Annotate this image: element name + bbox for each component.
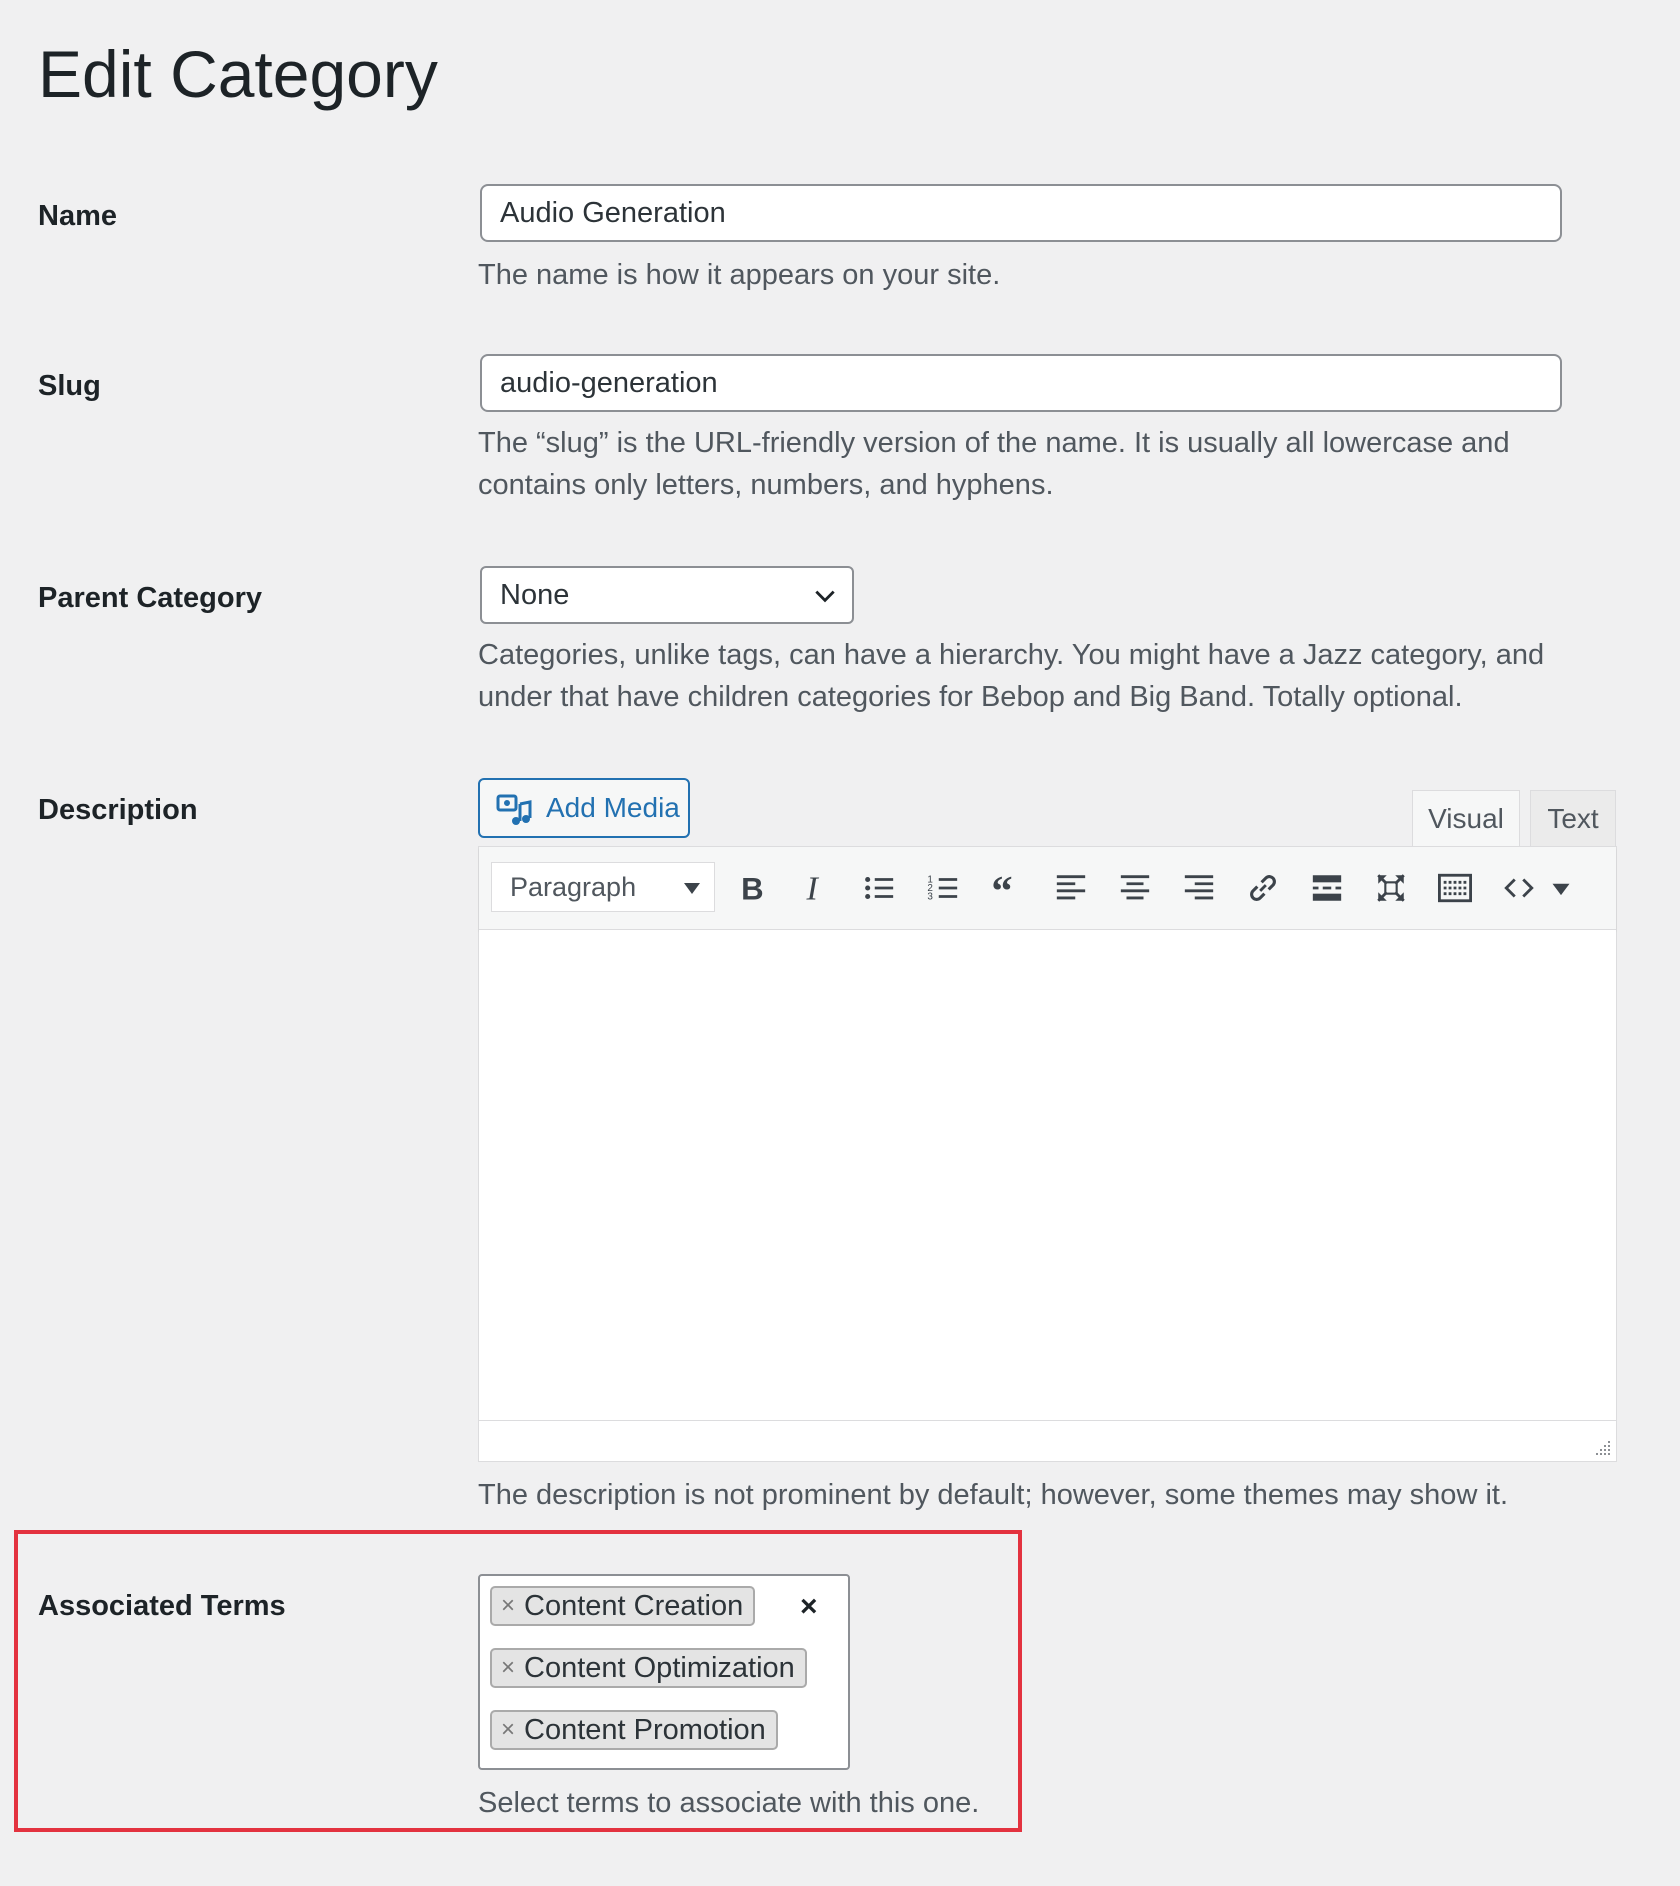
blockquote-button[interactable]	[985, 866, 1029, 910]
clear-all-icon[interactable]: ×	[800, 1590, 818, 1623]
term-chip[interactable]	[490, 1586, 755, 1626]
link-button[interactable]	[1241, 866, 1285, 910]
add-media-label: Add Media	[546, 792, 680, 823]
editor-toolbar	[479, 847, 1616, 930]
term-chip-label: Content Optimization	[524, 1652, 795, 1684]
term-chip[interactable]	[490, 1710, 778, 1750]
link-icon	[1246, 871, 1280, 905]
name-input[interactable]	[480, 184, 1562, 242]
numbered-list-icon	[926, 871, 960, 905]
toolbar-toggle-icon	[1438, 871, 1472, 905]
media-icon	[496, 794, 532, 826]
fullscreen-button[interactable]	[1369, 866, 1413, 910]
resize-handle-icon[interactable]	[1592, 1437, 1612, 1457]
description-help: The description is not prominent by default; however, some themes may show it.	[478, 1479, 1508, 1511]
italic-icon	[798, 871, 832, 905]
associated-terms-select[interactable]	[478, 1574, 850, 1770]
term-chip-label: Content Promotion	[524, 1714, 766, 1746]
parent-category-label: Parent Category	[38, 582, 263, 614]
numbered-list-button[interactable]	[921, 866, 965, 910]
parent-category-value: None	[500, 579, 570, 611]
bold-icon	[734, 871, 768, 905]
remove-term-icon[interactable]: ×	[501, 1716, 516, 1743]
italic-button[interactable]	[793, 866, 837, 910]
tab-visual[interactable]: Visual	[1412, 790, 1520, 850]
description-editor	[478, 846, 1617, 1462]
chevron-down-icon	[812, 583, 838, 609]
parent-category-select[interactable]	[480, 566, 854, 624]
bold-button[interactable]	[729, 866, 773, 910]
remove-term-icon[interactable]: ×	[501, 1592, 516, 1619]
tab-text[interactable]: Text	[1530, 790, 1616, 848]
format-select[interactable]	[491, 862, 715, 912]
svg-text:3: 3	[927, 891, 933, 903]
slug-help-line: contains only letters, numbers, and hyphens.	[478, 469, 1054, 501]
code-icon	[1502, 871, 1536, 905]
svg-text:B: B	[741, 871, 764, 905]
read-more-button[interactable]	[1305, 866, 1349, 910]
slug-help-line: The “slug” is the URL-friendly version of the name. It is usually all lowercase and	[478, 427, 1510, 459]
slug-label: Slug	[38, 370, 101, 402]
page-title: Edit Category	[38, 37, 438, 111]
format-select-value: Paragraph	[510, 872, 637, 902]
slug-help	[478, 422, 1510, 506]
align-right-icon	[1182, 871, 1216, 905]
add-media-button[interactable]	[478, 778, 690, 838]
code-button[interactable]	[1497, 866, 1541, 910]
align-right-button[interactable]	[1177, 866, 1221, 910]
name-label: Name	[38, 200, 117, 232]
read-more-icon	[1310, 871, 1344, 905]
align-center-icon	[1118, 871, 1152, 905]
svg-text:2: 2	[927, 882, 933, 894]
associated-terms-label: Associated Terms	[38, 1590, 286, 1622]
bullet-list-icon	[862, 871, 896, 905]
svg-text:“: “	[991, 871, 1013, 905]
term-chip[interactable]	[490, 1648, 807, 1688]
remove-term-icon[interactable]: ×	[501, 1654, 516, 1681]
term-chip-label: Content Creation	[524, 1590, 744, 1622]
name-help: The name is how it appears on your site.	[478, 259, 1001, 291]
more-dropdown-button[interactable]	[1539, 866, 1583, 910]
svg-text:1: 1	[927, 874, 933, 886]
parent-help-line: under that have children categories for Bebop and Big Band. Totally optional.	[478, 681, 1463, 713]
toolbar-toggle-button[interactable]	[1433, 866, 1477, 910]
fullscreen-icon	[1374, 871, 1408, 905]
align-center-button[interactable]	[1113, 866, 1157, 910]
editor-statusbar	[479, 1420, 1616, 1461]
description-label: Description	[38, 794, 198, 826]
associated-terms-help: Select terms to associate with this one.	[478, 1787, 980, 1819]
blockquote-icon	[990, 871, 1024, 905]
svg-text:I: I	[806, 871, 818, 905]
description-textarea[interactable]	[479, 930, 1616, 1421]
align-left-button[interactable]	[1049, 866, 1093, 910]
align-left-icon	[1054, 871, 1088, 905]
bullet-list-button[interactable]	[857, 866, 901, 910]
caret-down-icon	[684, 883, 700, 894]
parent-category-help	[478, 634, 1544, 718]
more-dropdown-icon	[1544, 871, 1578, 905]
parent-help-line: Categories, unlike tags, can have a hierarchy. You might have a Jazz category, and	[478, 639, 1545, 671]
slug-input[interactable]	[480, 354, 1562, 412]
